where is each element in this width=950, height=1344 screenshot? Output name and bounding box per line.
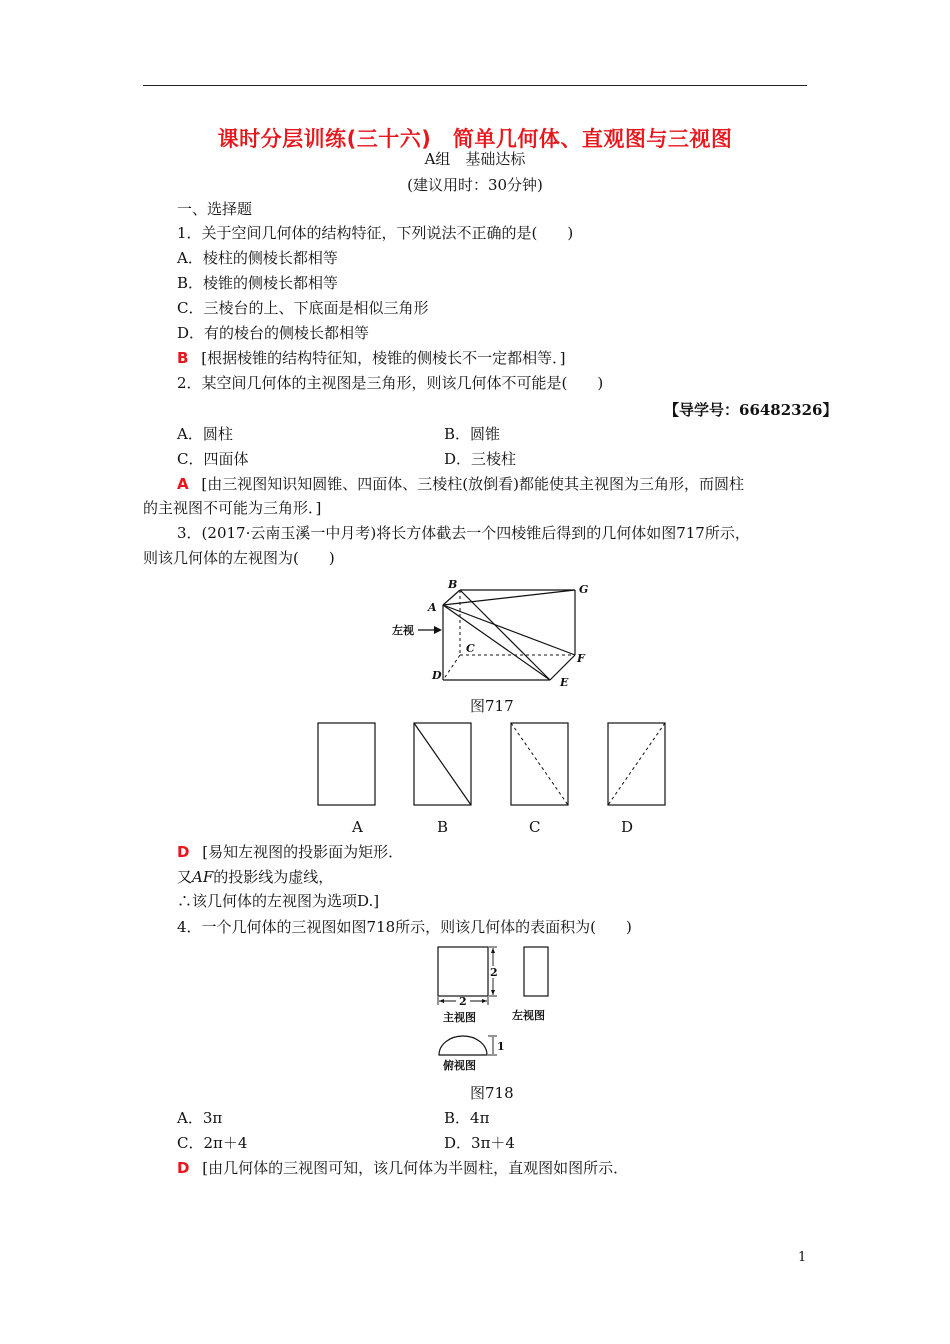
q4-answer-line	[177, 1158, 628, 1178]
fig717-label-g: G	[579, 583, 589, 596]
q4-option-a: A．3π	[177, 1109, 223, 1127]
q3-explanation-3: ∴该几何体的左视图为选项D.]	[177, 892, 380, 910]
top-view-label: 俯视图	[443, 1059, 476, 1072]
q2-option-b: B．圆锥	[444, 425, 501, 443]
fig717-label-f: F	[577, 652, 585, 665]
q1-answer: B	[177, 349, 189, 367]
q3-explanation-2: 又AF的投影线为虚线，	[177, 868, 334, 886]
fig717-label-e: E	[560, 676, 569, 689]
figure-718	[425, 940, 565, 1075]
page-number: 1	[798, 1250, 807, 1265]
q4-explanation: [由几何体的三视图可知，该几何体为半圆柱，直观图如图所示．	[202, 1159, 629, 1177]
fig717-left-view-label: 左视	[392, 624, 414, 637]
fig718-dim-width: 2	[459, 995, 467, 1008]
q3-stem-1: 3．(2017·云南玉溪一中月考)将长方体截去一个四棱锥后得到的几何体如图717所示，	[177, 524, 750, 542]
fig717-label-a: A	[428, 601, 437, 614]
q3-explanation-1: [易知左视图的投影面为矩形．	[202, 843, 404, 861]
q1-option-d: D．有的棱台的侧棱长都相等	[177, 324, 370, 342]
figure-717	[385, 572, 600, 692]
q1-stem: 1．关于空间几何体的结构特征，下列说法不正确的是( )	[177, 224, 574, 242]
header-rule	[143, 85, 807, 86]
q3-stem-2: 则该几何体的左视图为( )	[143, 549, 335, 567]
q1-explanation: [根据棱锥的结构特征知，棱锥的侧棱长不一定都相等．]	[201, 349, 566, 367]
q2-explanation-1: [由三视图知识知圆锥、四面体、三棱柱(放倒看)都能使其主视图为三角形，而圆柱	[201, 475, 744, 493]
q2-explanation-2: 的主视图不可能为三角形．]	[143, 499, 322, 517]
q2-option-c: C．四面体	[177, 450, 249, 468]
choice-label-c: C	[529, 818, 541, 836]
fig717-label-b: B	[448, 578, 458, 591]
choice-a-rect	[318, 723, 375, 805]
q4-answer: D	[177, 1159, 190, 1177]
q1-option-c: C．三棱台的上、下底面是相似三角形	[177, 299, 429, 317]
top-view-semicircle	[439, 1036, 487, 1055]
group-label: A组 基础达标	[424, 150, 526, 168]
q3-answer: D	[177, 843, 190, 861]
choice-label-a: A	[352, 818, 363, 836]
q2-guide-code: 【导学号：66482326】	[664, 401, 838, 419]
page-title: 课时分层训练(三十六) 简单几何体、直观图与三视图	[217, 127, 733, 151]
front-view-label: 主视图	[443, 1011, 476, 1024]
q4-option-c: C．2π＋4	[177, 1134, 248, 1152]
q1-answer-line	[177, 348, 565, 368]
fig717-label-d: D	[432, 669, 442, 682]
side-view-label: 左视图	[512, 1009, 545, 1022]
q2-stem: 2．某空间几何体的主视图是三角形，则该几何体不可能是( )	[177, 374, 604, 392]
q3-answer-line	[177, 842, 403, 862]
q2-answer-line	[177, 474, 744, 494]
fig718-dim-height: 2	[490, 966, 498, 979]
q1-option-b: B．棱锥的侧棱长都相等	[177, 274, 339, 292]
front-view-rect	[438, 947, 488, 996]
fig718-caption: 图718	[470, 1084, 514, 1102]
q2-answer: A	[177, 475, 189, 493]
segment-af: AF	[192, 868, 214, 886]
q2-option-d: D．三棱柱	[444, 450, 517, 468]
q2-option-a: A．圆柱	[177, 425, 233, 443]
section-heading: 一、选择题	[177, 200, 253, 218]
q1-option-a: A．棱柱的侧棱长都相等	[177, 249, 338, 267]
side-view-rect	[524, 947, 548, 996]
q3-choice-figures	[310, 716, 680, 811]
fig717-caption: 图717	[470, 697, 514, 715]
fig717-label-c: C	[466, 642, 475, 655]
q4-stem: 4．一个几何体的三视图如图718所示，则该几何体的表面积为( )	[177, 918, 632, 936]
q4-option-b: B．4π	[444, 1109, 490, 1127]
fig718-dim-depth: 1	[497, 1040, 505, 1053]
choice-label-d: D	[621, 818, 634, 836]
q4-option-d: D．3π＋4	[444, 1134, 515, 1152]
choice-label-b: B	[437, 818, 449, 836]
time-hint: (建议用时：30分钟)	[407, 176, 543, 194]
